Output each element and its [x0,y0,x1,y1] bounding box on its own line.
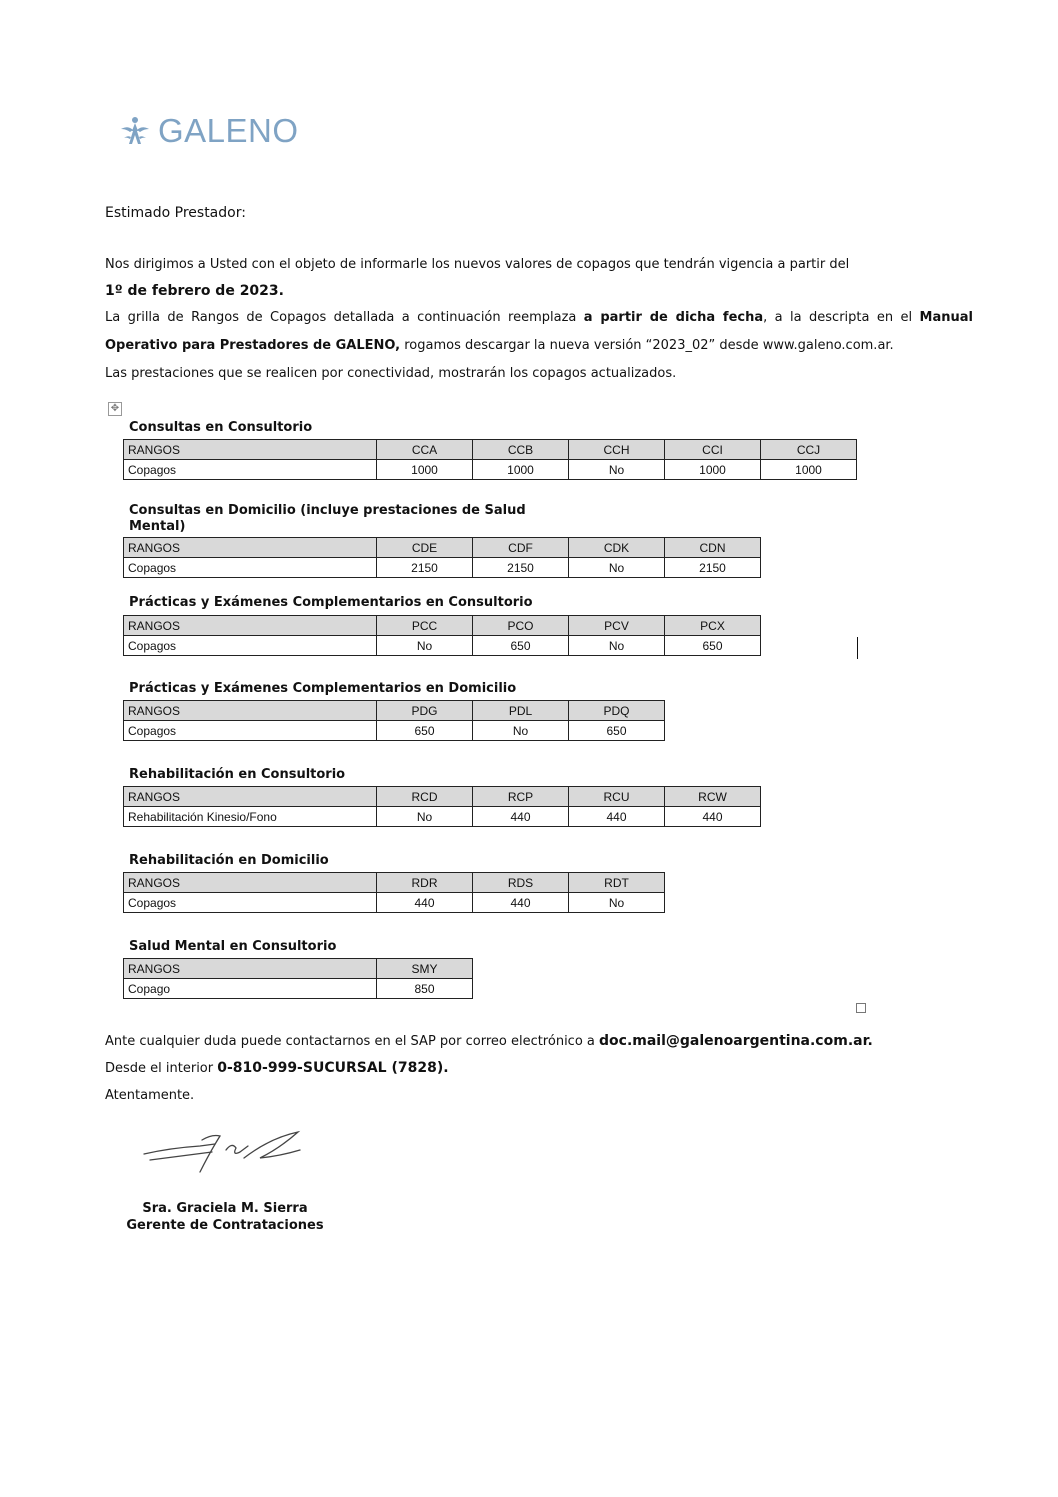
header-code-cell: CDF [473,538,569,558]
table-header-row [124,873,665,893]
table-row [124,636,761,656]
table-row [124,460,857,480]
header-code-cell: RCW [665,787,761,807]
contact-interior-text: Desde el interior [105,1061,218,1076]
header-code-cell: CCI [665,440,761,460]
copago-value-cell: 650 [569,721,665,741]
copago-table [123,786,761,827]
copago-table [123,537,761,578]
header-code-cell: PCX [665,616,761,636]
row-label-cell: Copagos [124,558,377,578]
table-title: Consultas en Consultorio [129,420,313,435]
greeting: Estimado Prestador: [105,205,246,221]
table-row [124,807,761,827]
row-label-cell: Copagos [124,460,377,480]
intro-line-3-part-c: , a la descripta en el [763,310,913,325]
table-row [124,558,761,578]
row-label-cell: Copago [124,979,377,999]
logo-wordmark: GALENO [158,112,299,149]
table-title: Prácticas y Exámenes Complementarios en Domicilio [129,681,517,696]
intro-line-4 [105,337,973,355]
header-code-cell: PCV [569,616,665,636]
copago-table [123,615,761,656]
header-code-cell: RCU [569,787,665,807]
header-code-cell: RDT [569,873,665,893]
contact-email[interactable]: doc.mail@galenoargentina.com.ar. [599,1033,873,1049]
table-header-row [124,538,761,558]
table-header-row [124,440,857,460]
header-code-cell: CCA [377,440,473,460]
header-label-cell: RANGOS [124,440,377,460]
copago-value-cell: 440 [473,893,569,913]
header-label-cell: RANGOS [124,873,377,893]
header-code-cell: CCH [569,440,665,460]
intro-line-5: Las prestaciones que se realicen por conectividad, mostrarán los copagos actualizados. [105,366,677,381]
copago-value-cell: No [569,893,665,913]
header-code-cell: CCJ [761,440,857,460]
copago-table [123,700,665,741]
copago-value-cell: No [473,721,569,741]
copago-table [123,439,857,480]
galeno-logo [118,112,299,150]
table-row [124,721,665,741]
table-row [124,893,665,913]
header-code-cell: CDK [569,538,665,558]
copago-value-cell: 440 [569,807,665,827]
copago-value-cell: No [569,636,665,656]
copago-value-cell: 440 [377,893,473,913]
row-label-cell: Rehabilitación Kinesio/Fono [124,807,377,827]
copago-table [123,872,665,913]
header-code-cell: RDS [473,873,569,893]
intro-line-3-part-a: La grilla de Rangos de Copagos detallada a continuación reemplaza [105,310,577,325]
table-title: Rehabilitación en Consultorio [129,767,346,782]
intro-line-4-bold: Operativo para Prestadores de GALENO, [105,338,401,353]
checkbox-icon [856,1003,866,1013]
table-title: Salud Mental en Consultorio [129,939,337,954]
header-code-cell: PCO [473,616,569,636]
galeno-logo-icon [118,116,152,146]
row-label-cell: Copagos [124,636,377,656]
header-label-cell: RANGOS [124,616,377,636]
header-label-cell: RANGOS [124,959,377,979]
header-code-cell: CDN [665,538,761,558]
copago-value-cell: 1000 [473,460,569,480]
effective-date: 1º de febrero de 2023. [105,283,284,299]
copago-value-cell: 2150 [473,558,569,578]
copago-value-cell: 650 [377,721,473,741]
header-label-cell: RANGOS [124,787,377,807]
table-row [124,979,473,999]
copago-value-cell: 1000 [761,460,857,480]
copago-value-cell: No [569,460,665,480]
table-title: Rehabilitación en Domicilio [129,853,329,868]
intro-line-4-text: rogamos descargar la nueva versión “2023_02” desde www.galeno.com.ar. [400,338,894,353]
table-title: Prácticas y Exámenes Complementarios en Consultorio [129,595,533,610]
header-code-cell: RCD [377,787,473,807]
copago-value-cell: 2150 [377,558,473,578]
intro-line-3-bold-d: Manual [919,310,973,325]
copago-value-cell: 440 [473,807,569,827]
header-code-cell: CCB [473,440,569,460]
copago-value-cell: No [377,636,473,656]
header-code-cell: PDL [473,701,569,721]
header-code-cell: SMY [377,959,473,979]
copago-value-cell: No [569,558,665,578]
table-header-row [124,787,761,807]
signature-image [140,1128,310,1184]
contact-line-1 [105,1032,973,1051]
contact-phone: 0-810-999-SUCURSAL (7828). [217,1060,449,1076]
intro-line-3 [105,309,973,327]
header-code-cell: PCC [377,616,473,636]
row-label-cell: Copagos [124,893,377,913]
closing: Atentamente. [105,1088,195,1103]
row-label-cell: Copagos [124,721,377,741]
header-label-cell: RANGOS [124,701,377,721]
table-header-row [124,959,473,979]
copago-value-cell: 440 [665,807,761,827]
header-label-cell: RANGOS [124,538,377,558]
copago-value-cell: 850 [377,979,473,999]
contact-line-2 [105,1059,973,1078]
copago-value-cell: 2150 [665,558,761,578]
header-code-cell: PDQ [569,701,665,721]
intro-line-3-bold-a: a partir de dicha fecha [583,310,764,325]
table-header-row [124,701,665,721]
header-code-cell: RDR [377,873,473,893]
copago-value-cell: No [377,807,473,827]
table-title: Consultas en Domicilio (incluye prestaciones de Salud Mental) [129,503,526,534]
copago-value-cell: 1000 [665,460,761,480]
table-header-row [124,616,761,636]
copago-value-cell: 650 [473,636,569,656]
header-code-cell: RCP [473,787,569,807]
header-code-cell: CDE [377,538,473,558]
copago-value-cell: 650 [665,636,761,656]
text-cursor [857,637,858,659]
intro-line-1: Nos dirigimos a Usted con el objeto de informarle los nuevos valores de copagos que tendrán vigencia a partir del [105,257,850,272]
signatory-name: Sra. Graciela M. Sierra [142,1201,308,1216]
header-code-cell: PDG [377,701,473,721]
copago-table [123,958,473,999]
copago-value-cell: 1000 [377,460,473,480]
signatory-role: Gerente de Contrataciones [126,1218,324,1233]
contact-text: Ante cualquier duda puede contactarnos en el SAP por correo electrónico a [105,1034,600,1049]
table-move-handle-icon[interactable]: ✥ [108,402,122,416]
